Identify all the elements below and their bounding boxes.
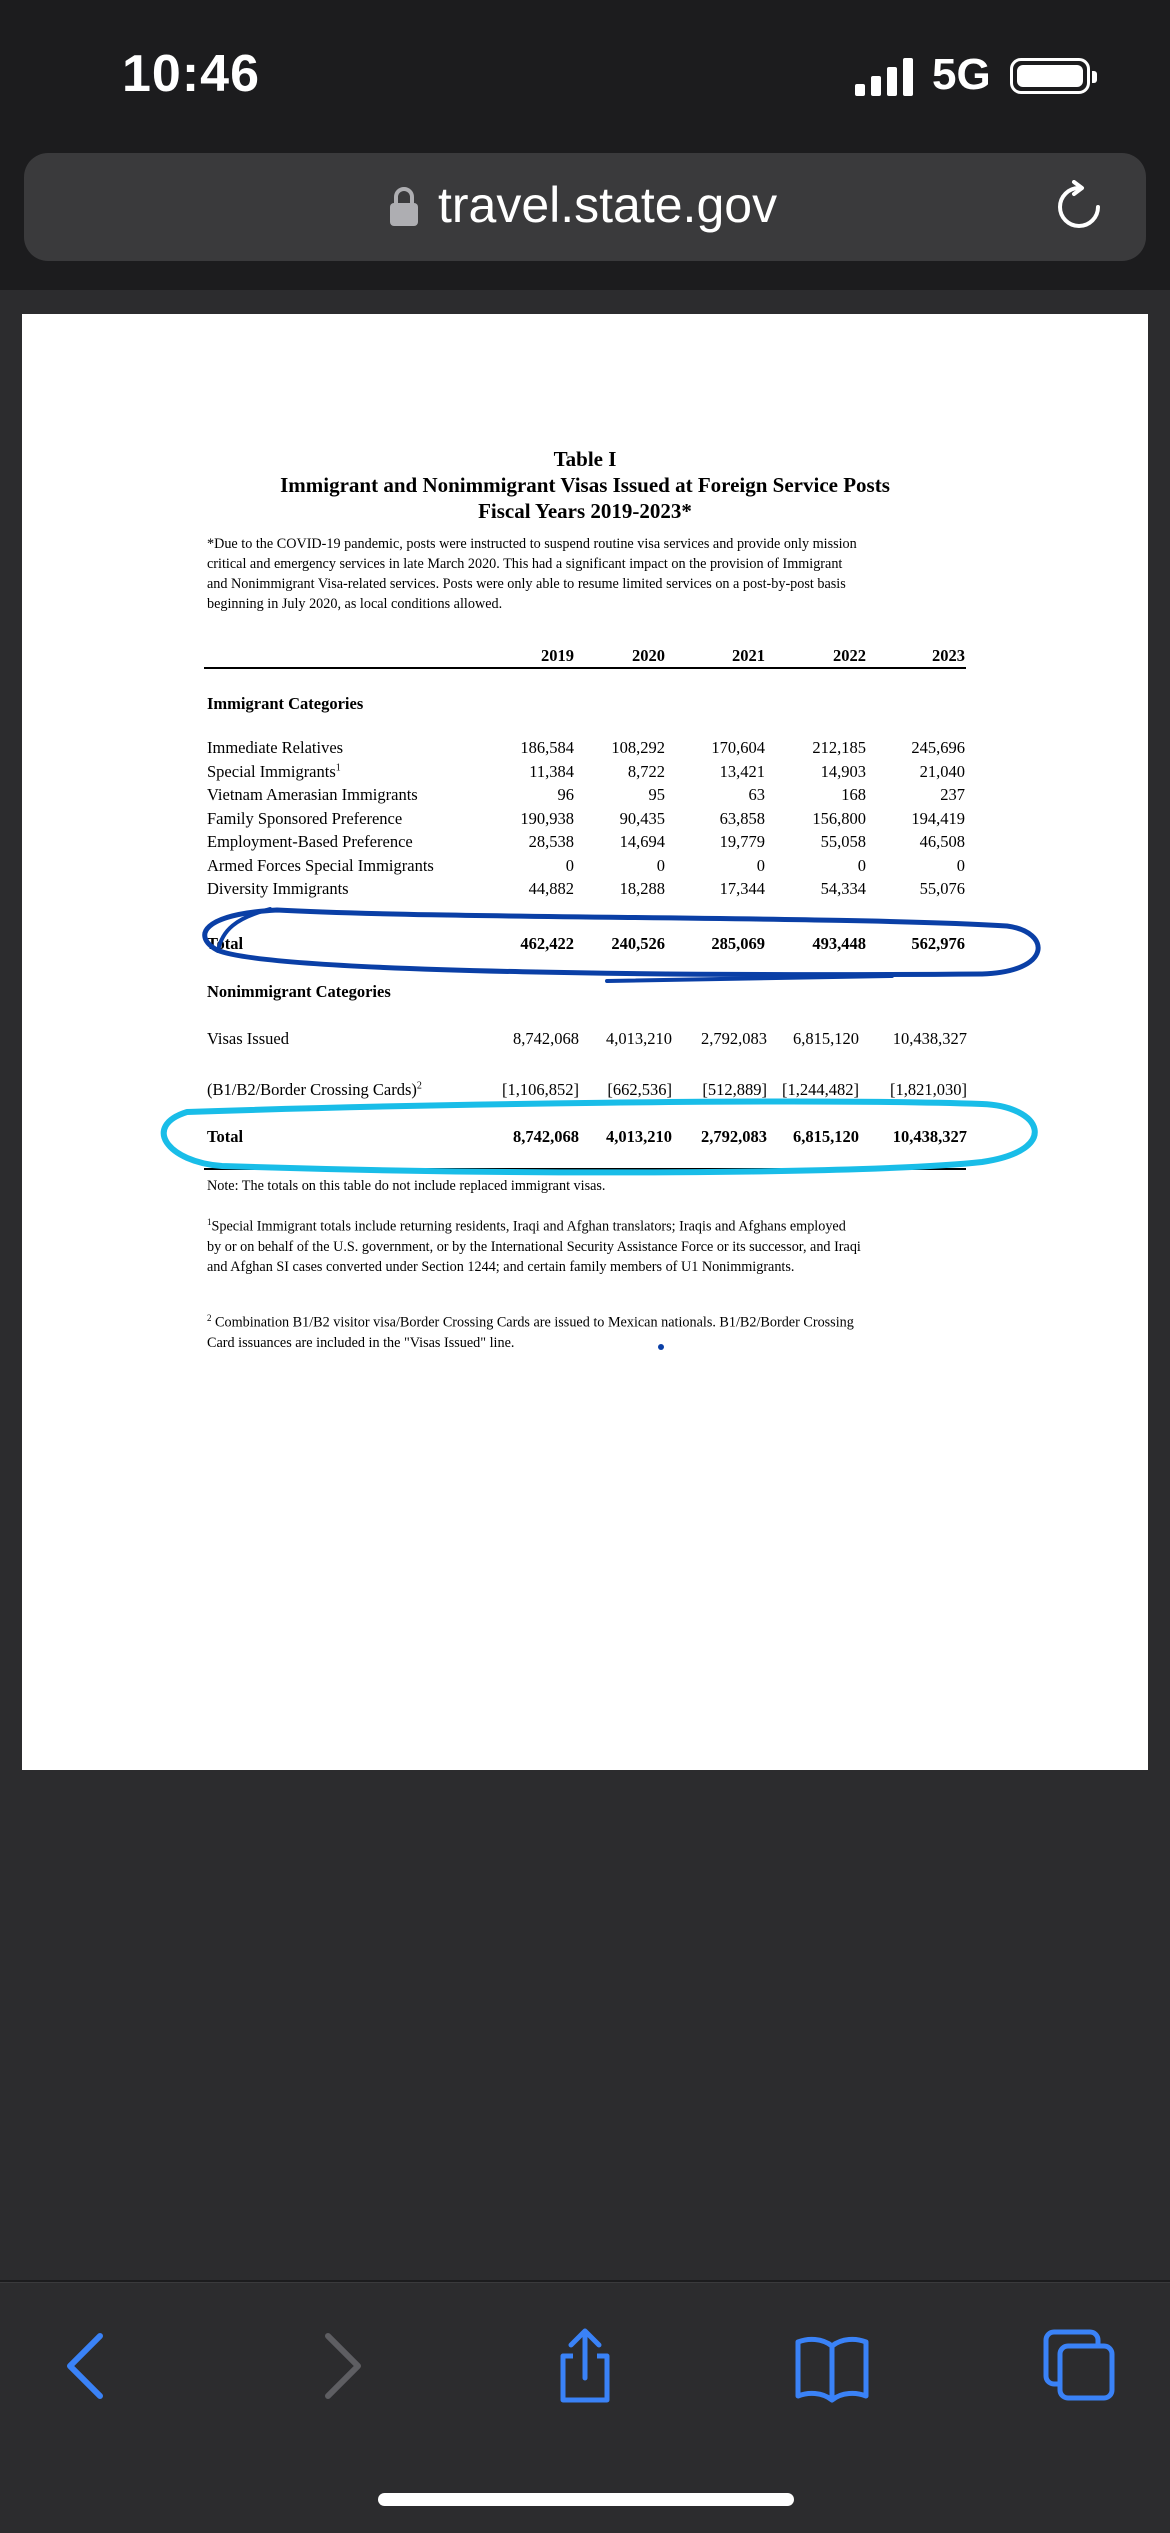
immigrant-row-value: 0 (656, 856, 665, 875)
url-text[interactable]: travel.state.gov (438, 177, 778, 233)
immigrant-row-value: 18,288 (619, 879, 665, 898)
immigrant-row-value: 0 (857, 856, 866, 875)
immigrant-row-value: 190,938 (520, 809, 574, 828)
immigrant-row-value: 170,604 (711, 738, 765, 757)
lock-icon (390, 186, 418, 226)
immigrant-row-label: Special Immigrants$^1$ (207, 762, 341, 781)
immigrant-row-label: Vietnam Amerasian Immigrants (207, 785, 418, 804)
year-header: 2021 (732, 646, 765, 665)
covid-note: *Due to the COVID-19 pandemic, posts were instructed to suspend routine visa services and provide only mission critical and emergency services in late March 2020. This had a significant impact on the provision of Immigrant and Nonimmigrant Visa-related services. Posts were only able to resume limited services on a post-by-post basis beginning in July 2020, as local conditions allowed. (207, 536, 857, 612)
immigrant-row-value: 55,076 (919, 879, 965, 898)
visas-issued-value: 8,742,068 (513, 1029, 579, 1048)
immigrant-row-value: 168 (841, 785, 866, 804)
visas-issued-value: 2,792,083 (701, 1029, 767, 1048)
nonimmigrant-total-value: 4,013,210 (606, 1127, 672, 1146)
immigrant-row-value: 90,435 (619, 809, 665, 828)
bcc-value: [512,889] (702, 1080, 767, 1099)
immigrant-row-value: 245,696 (911, 738, 965, 757)
immigrant-row-value: 0 (565, 856, 574, 875)
nonimmigrant-total-value: 10,438,327 (892, 1127, 967, 1146)
totals-note: Note: The totals on this table do not include replaced immigrant visas. (207, 1178, 606, 1194)
bcc-label: (B1/B2/Border Crossing Cards)$^2$ (207, 1080, 422, 1099)
footer-rule (204, 1168, 966, 1170)
immigrant-row-value: 237 (940, 785, 965, 804)
network-type: 5G (932, 50, 991, 99)
immigrant-row-label: Family Sponsored Preference (207, 809, 403, 828)
immigrant-row-label: Diversity Immigrants (207, 879, 349, 898)
immigrant-row-value: 11,384 (529, 762, 574, 781)
immigrant-total-value: 240,526 (611, 934, 665, 953)
immigrant-row-value: 0 (956, 856, 965, 875)
footnote-2: $^2$ Combination B1/B2 visitor visa/Border Crossing Cards are issued to Mexican nationals. B1/B2/Border Crossing Card issuances are included in the "Visas Issued" line. (207, 1313, 854, 1351)
nonimmigrant-total-label: Total (207, 1127, 244, 1146)
bcc-value: [1,821,030] (890, 1080, 967, 1099)
immigrant-total-value: 493,448 (812, 934, 866, 953)
immigrant-row-value: 63 (748, 785, 765, 804)
status-time: 10:46 (122, 45, 260, 103)
document-subtitle: Fiscal Years 2019-2023* (478, 499, 692, 523)
immigrant-row-label: Employment-Based Preference (207, 832, 413, 851)
immigrant-row-label: Armed Forces Special Immigrants (207, 856, 434, 875)
immigrant-total-value: 462,422 (520, 934, 574, 953)
year-header: 2023 (932, 646, 965, 665)
immigrant-row-value: 0 (756, 856, 765, 875)
immigrant-row-value: 156,800 (812, 809, 866, 828)
immigrant-row-value: 194,419 (911, 809, 965, 828)
forward-icon[interactable] (300, 2326, 380, 2406)
immigrant-row-value: 95 (648, 785, 665, 804)
header-rule (204, 667, 966, 669)
immigrant-row-value: 55,058 (820, 832, 866, 851)
year-header: 2020 (632, 646, 665, 665)
visas-issued-value: 10,438,327 (892, 1029, 967, 1048)
immigrant-row-value: 28,538 (528, 832, 574, 851)
year-header: 2022 (833, 646, 866, 665)
pdf-page (22, 314, 1148, 1770)
nonimmigrant-total-value: 6,815,120 (793, 1127, 859, 1146)
immigrant-row-value: 21,040 (919, 762, 965, 781)
visas-issued-value: 6,815,120 (793, 1029, 859, 1048)
year-header: 2019 (541, 646, 574, 665)
immigrant-row-value: 108,292 (611, 738, 665, 757)
immigrant-row-value: 186,584 (520, 738, 574, 757)
immigrant-row-value: 63,858 (719, 809, 765, 828)
immigrant-row-value: 46,508 (919, 832, 965, 851)
immigrant-row-value: 17,344 (719, 879, 765, 898)
bcc-value: [1,106,852] (502, 1080, 579, 1099)
immigrant-row-value: 212,185 (812, 738, 866, 757)
reload-icon[interactable] (1052, 180, 1106, 234)
immigrant-total-value: 285,069 (711, 934, 765, 953)
immigrant-row-value: 14,903 (820, 762, 866, 781)
bcc-value: [662,536] (607, 1080, 672, 1099)
signal-icon (855, 58, 915, 96)
nonimmigrant-total-value: 8,742,068 (513, 1127, 579, 1146)
document-title: Immigrant and Nonimmigrant Visas Issued at Foreign Service Posts (280, 473, 890, 497)
bookmarks-icon[interactable] (792, 2326, 872, 2406)
dark-blue-line (607, 976, 892, 981)
immigrant-row-label: Immediate Relatives (207, 738, 344, 757)
tabs-icon[interactable] (1040, 2326, 1120, 2406)
immigrant-total-label: Total (207, 934, 244, 953)
immigrant-row-value: 54,334 (820, 879, 866, 898)
immigrant-row-value: 14,694 (619, 832, 665, 851)
nonimmigrant-heading: Nonimmigrant Categories (207, 982, 391, 1001)
footnote-1: $^1$Special Immigrant totals include returning residents, Iraqi and Afghan translators; Iraqis and Afghans employed by or on behalf of the U.S. government, or by the International Security Assistance Force or its successor, and Iraqi and Afghan SI cases converted under Section 1244; and certain family members of U1 Nonimmigrants. (207, 1217, 861, 1275)
share-icon[interactable] (545, 2326, 625, 2406)
immigrant-row-value: 44,882 (528, 879, 574, 898)
immigrant-row-value: 19,779 (719, 832, 765, 851)
immigrant-row-value: 8,722 (627, 762, 665, 781)
immigrant-heading: Immigrant Categories (207, 694, 364, 713)
immigrant-row-value: 13,421 (719, 762, 765, 781)
back-icon[interactable] (48, 2326, 128, 2406)
immigrant-row-value: 96 (557, 785, 574, 804)
bcc-value: [1,244,482] (782, 1080, 859, 1099)
nonimmigrant-total-value: 2,792,083 (701, 1127, 767, 1146)
table-label: Table I (553, 447, 617, 471)
status-bar (0, 0, 1170, 150)
visas-issued-label: Visas Issued (207, 1029, 289, 1048)
home-indicator (378, 2493, 794, 2506)
immigrant-total-value: 562,976 (911, 934, 965, 953)
battery-icon (1010, 58, 1090, 94)
visas-issued-value: 4,013,210 (606, 1029, 672, 1048)
